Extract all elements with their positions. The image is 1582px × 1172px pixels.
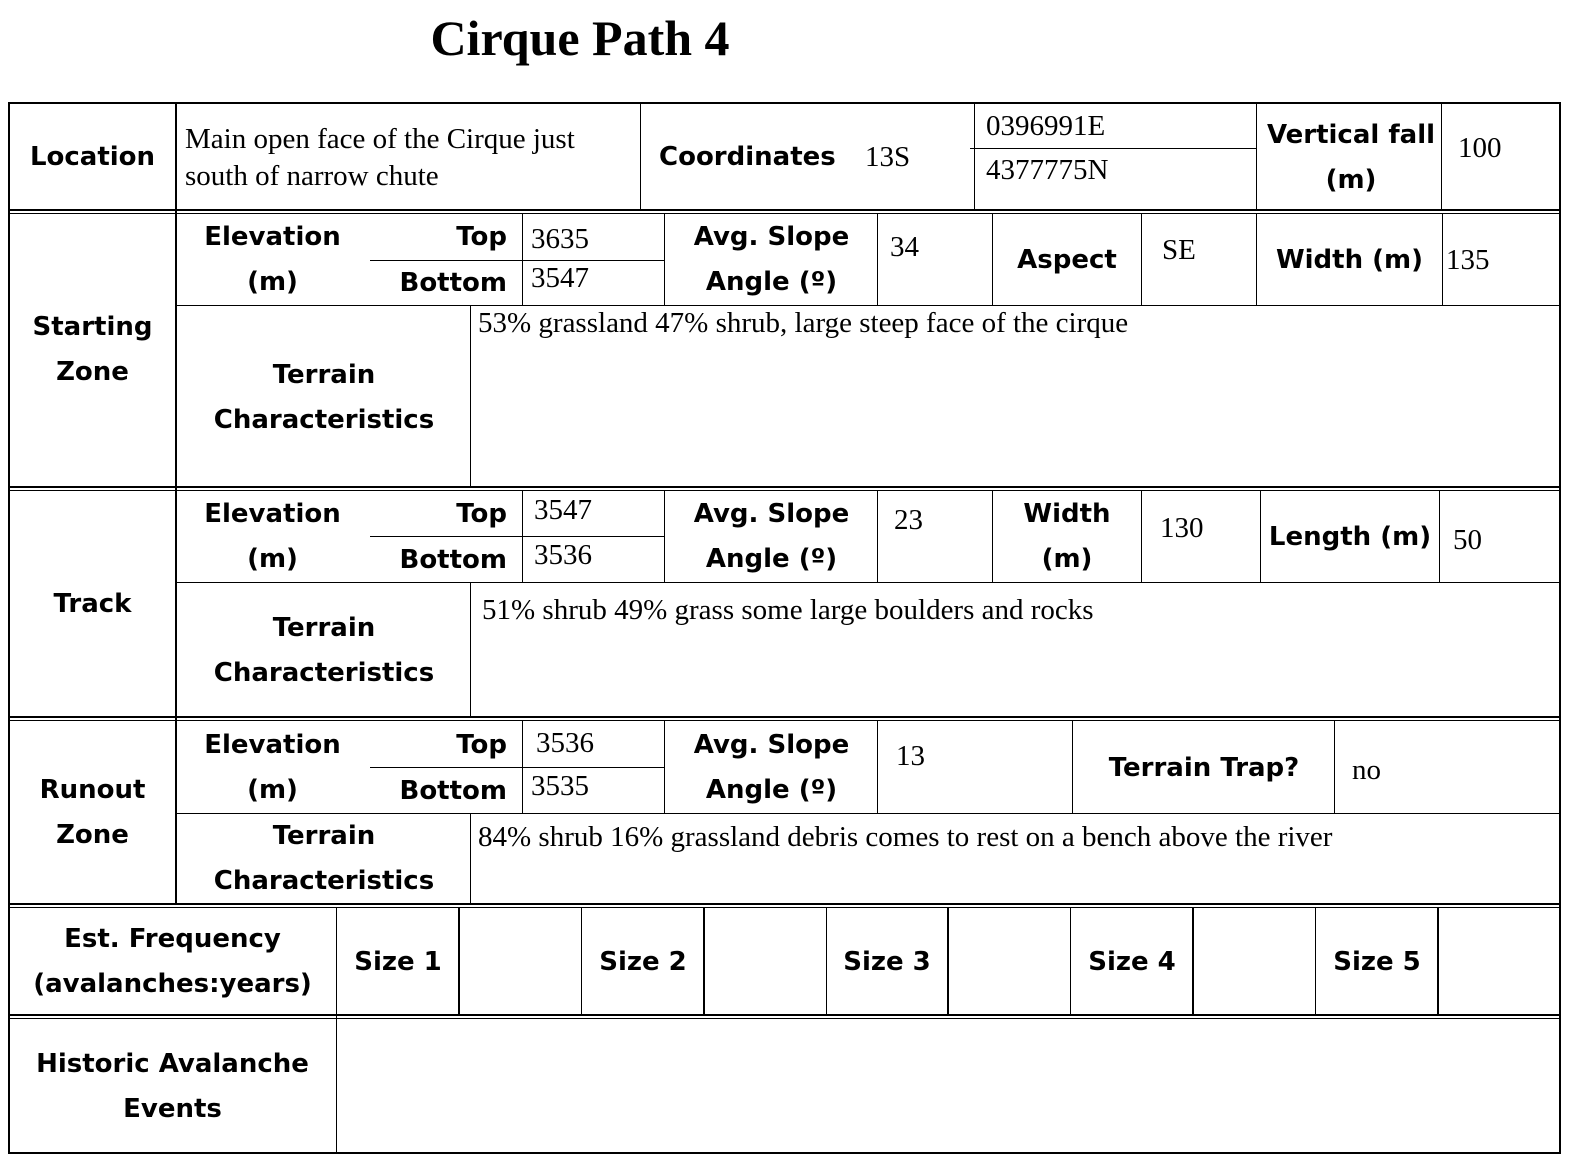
- table-rule-horizontal: [8, 102, 1561, 104]
- size-1-label: Size 1: [354, 946, 442, 977]
- starting-zone-top-value: 3635: [531, 222, 589, 255]
- table-rule-vertical: [458, 907, 460, 1014]
- track-terrain-label: Terrain Characteristics: [213, 613, 435, 688]
- size-5-label: Size 5: [1333, 946, 1421, 977]
- runout-zone-top-value: 3536: [536, 727, 594, 759]
- table-rule-vertical: [1334, 720, 1335, 813]
- table-rule-vertical: [1260, 490, 1261, 582]
- table-rule-horizontal: [8, 486, 1561, 488]
- track-label: Track: [53, 588, 132, 619]
- table-rule-vertical: [1256, 102, 1257, 210]
- starting-zone-top-label: Top: [456, 222, 507, 252]
- table-rule-vertical: [703, 907, 705, 1014]
- table-rule-vertical: [1141, 213, 1142, 305]
- table-rule-horizontal: [8, 209, 1561, 211]
- runout-zone-terrain-label: Terrain Characteristics: [213, 821, 435, 896]
- size-2-value[interactable]: [706, 910, 825, 1014]
- coordinate-northing: 4377775N: [986, 153, 1109, 186]
- track-width-value: 130: [1160, 511, 1204, 544]
- starting-zone-slope-label: Avg. Slope Angle (º): [693, 222, 850, 297]
- table-rule-vertical: [877, 213, 878, 305]
- table-rule-horizontal: [8, 907, 1561, 908]
- track-slope-label: Avg. Slope Angle (º): [693, 499, 850, 574]
- vertical-fall-value: 100: [1458, 131, 1502, 164]
- page-title: Cirque Path 4: [430, 10, 730, 66]
- track-terrain-value: 51% shrub 49% grass some large boulders and rocks: [482, 594, 1094, 626]
- runout-zone-bottom-label: Bottom: [399, 775, 507, 806]
- table-rule-vertical: [1441, 102, 1442, 210]
- starting-zone-aspect-label: Aspect: [1017, 244, 1117, 275]
- table-rule-vertical: [470, 582, 471, 716]
- table-rule-vertical: [1192, 907, 1194, 1014]
- track-bottom-value: 3536: [534, 539, 592, 571]
- table-rule-vertical: [1256, 213, 1257, 305]
- coordinates-label: Coordinates: [659, 142, 836, 172]
- table-rule-vertical: [1141, 490, 1142, 582]
- historic-events-value[interactable]: [345, 1030, 1550, 1145]
- table-rule-vertical: [992, 213, 993, 305]
- table-rule-horizontal: [8, 720, 1561, 721]
- table-rule-vertical: [664, 720, 665, 813]
- starting-zone-bottom-value: 3547: [531, 262, 589, 294]
- size-3-label: Size 3: [843, 946, 931, 977]
- runout-zone-slope-label: Avg. Slope Angle (º): [693, 730, 850, 805]
- table-rule-horizontal: [175, 582, 1561, 583]
- runout-zone-label: Runout Zone: [39, 775, 146, 850]
- starting-zone-slope-value: 34: [890, 231, 919, 263]
- size-2-label: Size 2: [599, 946, 687, 977]
- location-label: Location: [29, 142, 156, 172]
- table-rule-vertical: [581, 907, 582, 1014]
- table-rule-vertical: [947, 907, 949, 1014]
- size-4-value[interactable]: [1195, 910, 1314, 1014]
- starting-zone-width-value: 135: [1446, 243, 1490, 276]
- starting-zone-terrain-label: Terrain Characteristics: [213, 359, 435, 435]
- size-3-value[interactable]: [950, 910, 1069, 1014]
- starting-zone-terrain-value: 53% grassland 47% shrub, large steep face of the cirque: [478, 307, 1129, 339]
- table-rule-vertical: [470, 305, 471, 486]
- runout-zone-slope-value: 13: [896, 739, 925, 772]
- table-rule-horizontal: [8, 716, 1561, 718]
- terrain-trap-label: Terrain Trap?: [1108, 752, 1300, 783]
- table-rule-vertical: [664, 490, 665, 582]
- table-rule-vertical: [992, 490, 993, 582]
- table-rule-vertical: [877, 720, 878, 813]
- table-rule-horizontal: [8, 1018, 1561, 1019]
- runout-zone-bottom-value: 3535: [531, 770, 589, 802]
- table-rule-vertical: [974, 102, 975, 210]
- table-rule-vertical: [877, 490, 878, 582]
- location-value: Main open face of the Cirque just south of narrow chute: [185, 123, 575, 192]
- track-width-label: Width (m): [1023, 499, 1111, 574]
- starting-zone-bottom-label: Bottom: [399, 268, 507, 298]
- track-length-value: 50: [1453, 523, 1482, 556]
- size-1-value[interactable]: [461, 910, 580, 1014]
- size-4-label: Size 4: [1088, 946, 1176, 977]
- vertical-fall-label: Vertical fall (m): [1266, 119, 1436, 195]
- track-top-value: 3547: [534, 494, 592, 526]
- historic-events-label: Historic Avalanche Events: [36, 1049, 309, 1124]
- table-rule-vertical: [1072, 720, 1073, 813]
- table-rule-horizontal: [8, 1014, 1561, 1016]
- table-rule-horizontal: [970, 148, 1257, 149]
- table-rule-vertical: [470, 813, 471, 903]
- table-rule-vertical: [522, 213, 523, 305]
- runout-zone-terrain-value: 84% shrub 16% grassland debris comes to rest on a bench above the river: [478, 821, 1333, 853]
- track-bottom-label: Bottom: [399, 544, 507, 575]
- table-rule-vertical: [522, 720, 523, 813]
- table-rule-horizontal: [8, 213, 1561, 214]
- table-rule-vertical: [522, 490, 523, 582]
- table-rule-vertical: [640, 102, 641, 210]
- track-top-label: Top: [456, 498, 507, 529]
- table-rule-vertical: [1437, 907, 1439, 1014]
- frequency-label: Est. Frequency (avalanches:years): [33, 924, 312, 999]
- terrain-trap-value: no: [1352, 754, 1381, 786]
- table-rule-vertical: [336, 907, 337, 1154]
- track-slope-value: 23: [894, 503, 923, 536]
- table-rule-vertical: [1442, 213, 1443, 305]
- runout-zone-top-label: Top: [456, 729, 507, 760]
- table-rule-vertical: [175, 102, 177, 905]
- starting-zone-elevation-label: Elevation (m): [204, 222, 341, 297]
- size-5-value[interactable]: [1440, 910, 1557, 1014]
- table-rule-vertical: [1070, 907, 1071, 1014]
- table-rule-vertical: [1439, 490, 1440, 582]
- runout-zone-elevation-label: Elevation (m): [204, 730, 341, 805]
- table-rule-vertical: [1315, 907, 1316, 1014]
- track-length-label: Length (m): [1268, 521, 1432, 552]
- starting-zone-width-label: Width (m): [1275, 244, 1424, 275]
- track-elevation-label: Elevation (m): [204, 499, 341, 574]
- starting-zone-label: Starting Zone: [32, 312, 153, 387]
- table-rule-horizontal: [8, 1152, 1561, 1154]
- starting-zone-aspect-value: SE: [1162, 233, 1196, 266]
- table-rule-vertical: [1559, 102, 1561, 1154]
- coordinate-easting: 0396991E: [986, 110, 1106, 142]
- coordinate-zone: 13S: [865, 141, 911, 173]
- table-rule-horizontal: [8, 490, 1561, 491]
- table-rule-vertical: [664, 213, 665, 305]
